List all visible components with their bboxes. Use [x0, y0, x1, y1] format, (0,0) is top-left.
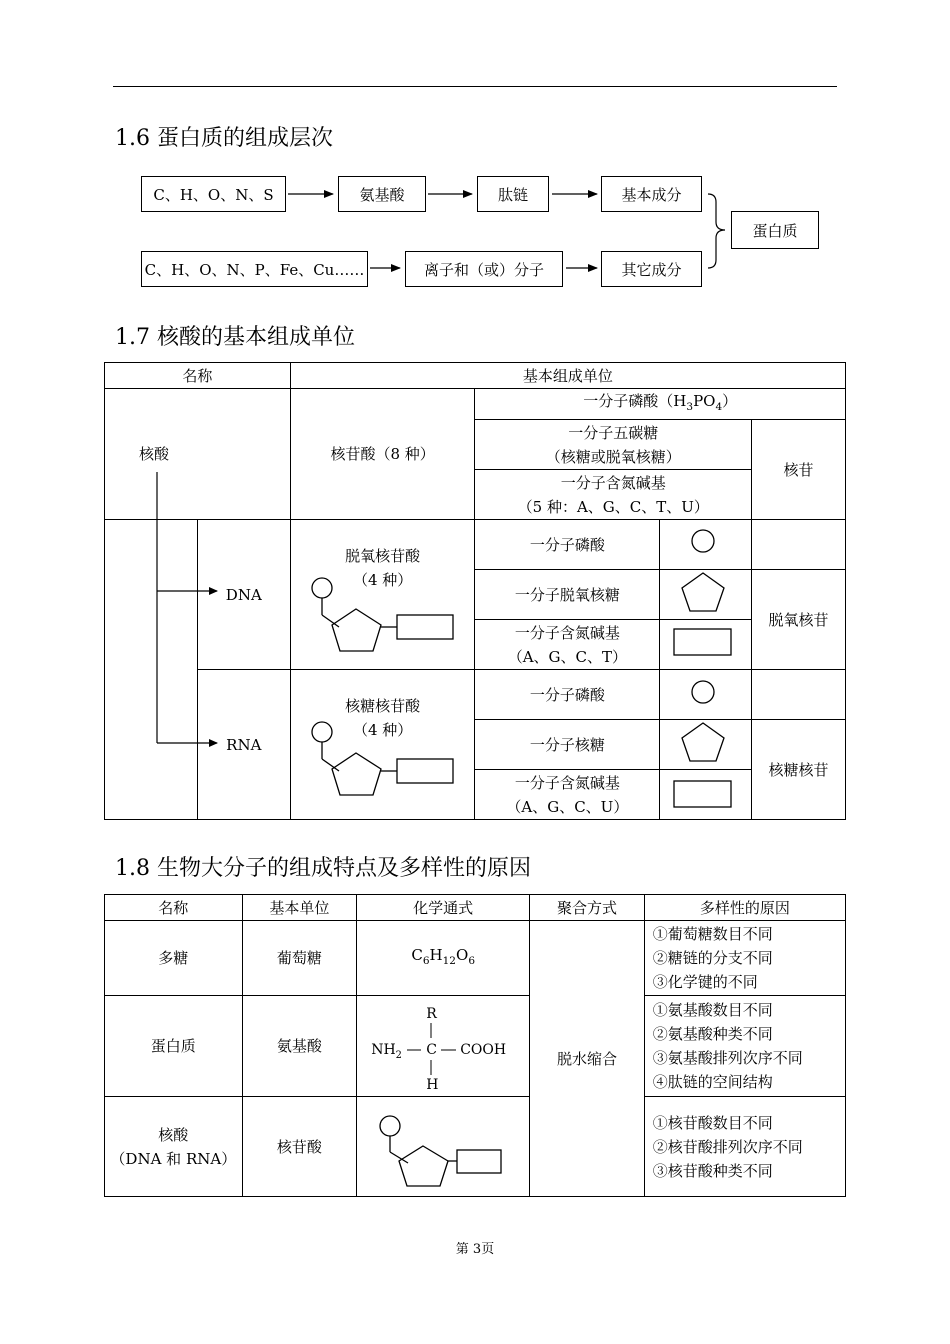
phosphate-circle-icon — [692, 681, 714, 703]
polysaccharide-name: 多糖 — [105, 921, 243, 996]
rna-nucleotide-line1: 核糖核苷酸 — [345, 697, 421, 715]
glucose-formula: $C_6H_{12}O_6$ — [411, 946, 475, 967]
nucleic-acid-name-line2: （DNA 和 RNA） — [110, 1149, 237, 1168]
reason-item: ②核苷酸排列次序不同 — [652, 1137, 803, 1156]
phosphate-circle-icon — [692, 530, 714, 552]
aa-alpha-carbon: C — [426, 1042, 437, 1058]
dna-label: DNA — [197, 520, 290, 670]
elements-box-2: C、H、O、N、P、Fe、Cu…… — [141, 251, 368, 287]
reason-item: ②氨基酸种类不同 — [652, 1025, 773, 1043]
amino-acid-formula-cell — [357, 996, 530, 1097]
peptide-box: 肽链 — [477, 176, 549, 212]
rna-nucleotide-line2: （4 种） — [352, 721, 413, 739]
header-col-name: 名称 — [105, 895, 243, 921]
reason-item: ②糖链的分支不同 — [652, 949, 773, 967]
macromolecule-table — [104, 894, 846, 1197]
reason-item: ①核苷酸数目不同 — [652, 1113, 773, 1132]
polysaccharide-reasons — [644, 921, 845, 996]
reason-item: ①氨基酸数目不同 — [652, 1001, 773, 1019]
base-rect-icon — [674, 781, 731, 807]
dna-nucleoside: 脱氧核苷 — [752, 570, 846, 670]
glucose-formula-cell — [357, 921, 530, 996]
base-rect-icon — [674, 629, 731, 655]
nucleic-acid-name-line1: 核酸 — [158, 1125, 189, 1144]
elements-box-1: C、H、O、N、S — [141, 176, 286, 212]
header-col-formula: 化学通式 — [357, 895, 530, 921]
nucleotide-structure-cell — [357, 1097, 530, 1197]
other-component-box: 其它成分 — [601, 251, 702, 287]
reason-item: ③核苷酸种类不同 — [652, 1161, 773, 1180]
protein-box: 蛋白质 — [731, 211, 819, 249]
classification-tree — [157, 472, 217, 743]
amino-acid-structure — [357, 998, 529, 1094]
header-col-unit: 基本单位 — [242, 895, 357, 921]
nucleic-acid-name — [105, 1097, 243, 1197]
nucleotide-structure-icon — [357, 1099, 529, 1195]
protein-unit: 氨基酸 — [242, 996, 357, 1097]
rna-phosphate: 一分子磷酸 — [475, 670, 660, 720]
header-col-diversity: 多样性的原因 — [644, 895, 845, 921]
header-name: 名称 — [105, 363, 291, 389]
pentose-line2: （核糖或脱氧核糖） — [545, 447, 681, 466]
aa-amino-group: $NH_2$ — [371, 1042, 402, 1061]
dna-nucleotide-line2: （4 种） — [352, 571, 413, 589]
section-1-7-title: 1.7 核酸的基本组成单位 — [115, 325, 355, 350]
rna-base-line2: （A、G、C、U） — [506, 797, 629, 816]
polysaccharide-unit: 葡萄糖 — [242, 921, 357, 996]
header-col-polymer: 聚合方式 — [530, 895, 645, 921]
base-line1: 一分子含氮碱基 — [560, 473, 666, 492]
protein-name: 蛋白质 — [105, 996, 243, 1097]
basic-component-box: 基本成分 — [601, 176, 702, 212]
aa-carboxyl-group: COOH — [460, 1042, 507, 1058]
protein-reasons — [644, 996, 845, 1097]
dna-nucleotide-icon — [312, 578, 453, 651]
reason-item: ③化学键的不同 — [652, 973, 758, 991]
reason-item: ③氨基酸排列次序不同 — [652, 1049, 803, 1067]
rna-label: RNA — [197, 670, 290, 820]
section-1-6-title: 1.6 蛋白质的组成层次 — [115, 126, 333, 151]
nucleotide-label: 核苷酸（8 种） — [290, 389, 475, 520]
nucleic-acid-reasons — [644, 1097, 845, 1197]
rna-nucleotide-icon — [312, 722, 453, 795]
pentose-line1: 一分子五碳糖 — [568, 423, 659, 442]
section-1-8-title: 1.8 生物大分子的组成特点及多样性的原因 — [115, 856, 531, 881]
reason-item: ④肽链的空间结构 — [652, 1073, 773, 1091]
amino-acid-box: 氨基酸 — [338, 176, 426, 212]
rna-sugar: 一分子核糖 — [475, 720, 660, 770]
nucleoside-label: 核苷 — [752, 420, 846, 520]
dna-base-line1: 一分子含氮碱基 — [514, 623, 620, 642]
reason-item: ①葡萄糖数目不同 — [652, 925, 773, 943]
dna-base-line2: （A、G、C、T） — [507, 647, 628, 666]
nucleic-acid-label: 核酸 — [105, 389, 291, 520]
ions-box: 离子和（或）分子 — [405, 251, 563, 287]
rna-nucleoside: 核糖核苷 — [752, 720, 846, 820]
header-unit: 基本组成单位 — [290, 363, 845, 389]
polymerization-method: 脱水缩合 — [530, 921, 645, 1197]
deoxyribose-pentagon-icon — [682, 573, 724, 611]
phosphate-general: 一分子磷酸$(H_3PO_4)$ — [475, 389, 846, 420]
aa-hydrogen: H — [426, 1077, 439, 1093]
base-line2: （5 种：A、G、C、T、U） — [517, 497, 709, 516]
dna-phosphate: 一分子磷酸 — [475, 520, 660, 570]
ribose-pentagon-icon — [682, 723, 724, 761]
dna-sugar: 一分子脱氧核糖 — [475, 570, 660, 620]
nucleic-acid-unit: 核苷酸 — [242, 1097, 357, 1197]
page-number: 第 3页 — [455, 1242, 495, 1257]
aa-r-group: R — [426, 1006, 437, 1022]
aa-bonds — [357, 998, 529, 1094]
rna-base-line1: 一分子含氮碱基 — [514, 773, 620, 792]
dna-nucleotide-line1: 脱氧核苷酸 — [345, 547, 421, 565]
